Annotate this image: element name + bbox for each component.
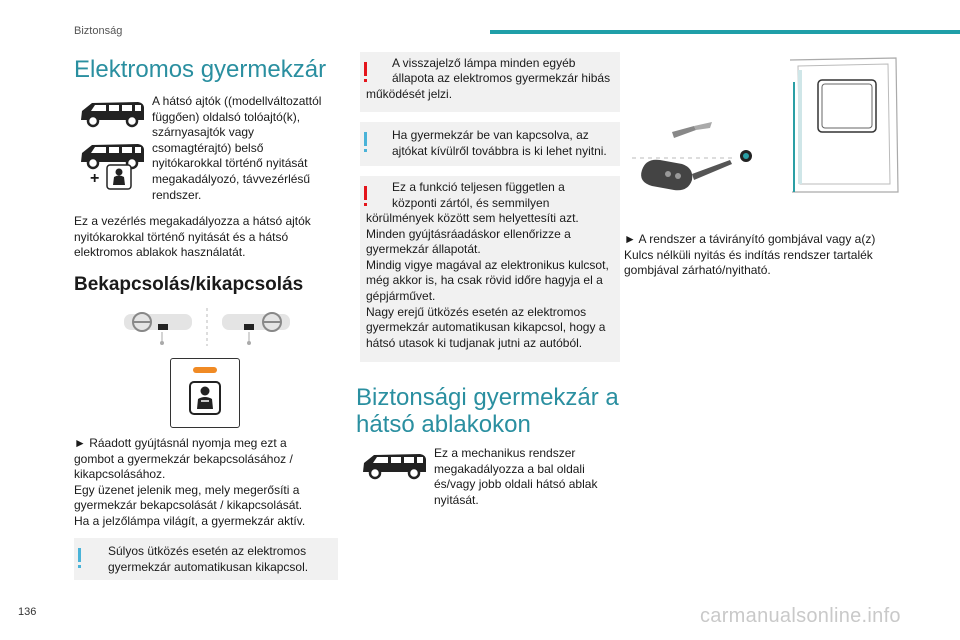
note-line: körülmények között sem helyettesíti azt.	[366, 211, 579, 225]
mech-line: megakadályozza a bal oldali	[434, 461, 585, 476]
instruction-line: gyermekzár bekapcsolását / kikapcsolását.	[74, 498, 303, 513]
instruction-line: Egy üzenet jelenik meg, mely megerősíti a	[74, 482, 300, 497]
child-lock-icon	[189, 381, 221, 415]
mech-line: Ez a mechanikus rendszer	[434, 446, 576, 460]
note-line: A visszajelző lámpa minden egyéb	[392, 56, 576, 70]
note-line: Ez a funkció teljesen független a	[392, 180, 565, 194]
note-line: gyermekzár automatikusan kikapcsol, hogy a	[366, 320, 606, 335]
header-accent-bar	[490, 30, 960, 34]
note-line: Minden gyújtásráadáskor ellenőrizze a	[366, 226, 571, 241]
note-line: Nagy erejű ütközés esetén az elektromos	[366, 304, 587, 319]
warning-icon-dot	[364, 79, 367, 82]
van-icon	[78, 98, 146, 130]
intro-text	[152, 94, 342, 203]
note-line: gépjárművet.	[366, 288, 436, 303]
info-icon	[78, 548, 81, 562]
instruction-line: Kulcs nélküli nyitás és indítás rendszer tartalék	[624, 247, 873, 262]
van-icon	[360, 450, 428, 482]
warning-icon-dot	[364, 203, 367, 206]
intro-line: függően) oldalsó tolóajtó(k),	[152, 109, 301, 124]
note-line: Súlyos ütközés esetén az elektromos	[108, 544, 307, 558]
instruction-text	[74, 436, 340, 530]
note-line: Mindig vigye magával az elektronikus kulcsot,	[366, 257, 609, 272]
warning-note-indicator	[360, 52, 620, 112]
warning-icon	[364, 186, 367, 200]
instruction-line: kikapcsolásához.	[74, 467, 166, 482]
watermark: carmanualsonline.info	[700, 605, 901, 627]
warning-icon	[364, 62, 367, 76]
note-line: gyermekzár automatikusan kikapcsol.	[108, 559, 309, 574]
child-lock-button[interactable]	[170, 358, 240, 428]
instruction-line: ► A rendszer a távirányító gombjával vagy a(z)	[624, 232, 876, 246]
paragraph-line: elektromos ablakok használatát.	[74, 245, 246, 260]
intro-line: A hátsó ajtók ((modellváltozattól	[152, 94, 322, 108]
mech-line: és/vagy jobb oldali hátsó ablak	[434, 477, 598, 492]
warning-note-central-lock	[360, 176, 620, 362]
mechanical-system-text	[434, 446, 620, 508]
subsection-title: Bekapcsolás/kikapcsolás	[74, 274, 304, 295]
remote-instruction-text	[624, 232, 920, 279]
info-note-outside-open	[360, 122, 620, 166]
instruction-line: gombjával zárható/nyitható.	[624, 263, 771, 278]
indicator-lamp	[193, 367, 217, 373]
paragraph-line: nyitókarokkal történő nyitását és a hátsó	[74, 229, 289, 244]
note-line: gyermekzár állapotát.	[366, 242, 481, 257]
intro-line: megakadályozó, távvezérlésű	[152, 171, 311, 186]
note-line: állapota az elektromos gyermekzár hibás	[392, 71, 611, 85]
info-icon-dot	[364, 149, 367, 152]
section-title: Elektromos gyermekzár	[74, 56, 327, 83]
mech-line: nyitását.	[434, 492, 479, 507]
info-note-crash	[74, 538, 338, 580]
paragraph-line: Ez a vezérlés megakadályozza a hátsó ajtók	[74, 214, 311, 228]
description-paragraph	[74, 214, 340, 261]
note-line: központi zártól, és semmilyen	[392, 195, 550, 210]
note-line: hátsó utasok ki tudjanak jutni az autóból.	[366, 335, 583, 350]
note-line: működését jelzi.	[366, 87, 453, 101]
instruction-line: ► Ráadott gyújtásnál nyomja meg ezt a	[74, 436, 287, 450]
running-header: Biztonság	[74, 25, 123, 37]
section-title-rear-windows	[356, 384, 619, 438]
dashboard-illustration	[122, 306, 292, 348]
intro-line: nyitókarokkal történő nyitását	[152, 156, 308, 171]
plus-sign: +	[90, 170, 100, 187]
note-line: ajtókat kívülről továbbra is ki lehet nyitni.	[392, 143, 607, 158]
instruction-line: Ha a jelzőlámpa világít, a gyermekzár aktív.	[74, 513, 306, 528]
intro-line: rendszer.	[152, 187, 202, 202]
info-icon-dot	[78, 565, 81, 568]
instruction-line: gombot a gyermekzár bekapcsolásához /	[74, 451, 293, 466]
title-line: Biztonsági gyermekzár a	[356, 384, 619, 411]
intro-line: csomagtérajtó) belső	[152, 140, 264, 155]
note-line: még akkor is, ha csak rövid időre hagyja el a	[366, 273, 603, 288]
child-lock-icon	[106, 164, 132, 190]
note-line: Ha gyermekzár be van kapcsolva, az	[392, 128, 589, 142]
door-key-illustration	[622, 52, 912, 222]
title-line: hátsó ablakokon	[356, 411, 531, 438]
page-number: 136	[18, 606, 37, 618]
info-icon	[364, 132, 367, 146]
intro-line: szárnyasajtók vagy	[152, 125, 255, 140]
